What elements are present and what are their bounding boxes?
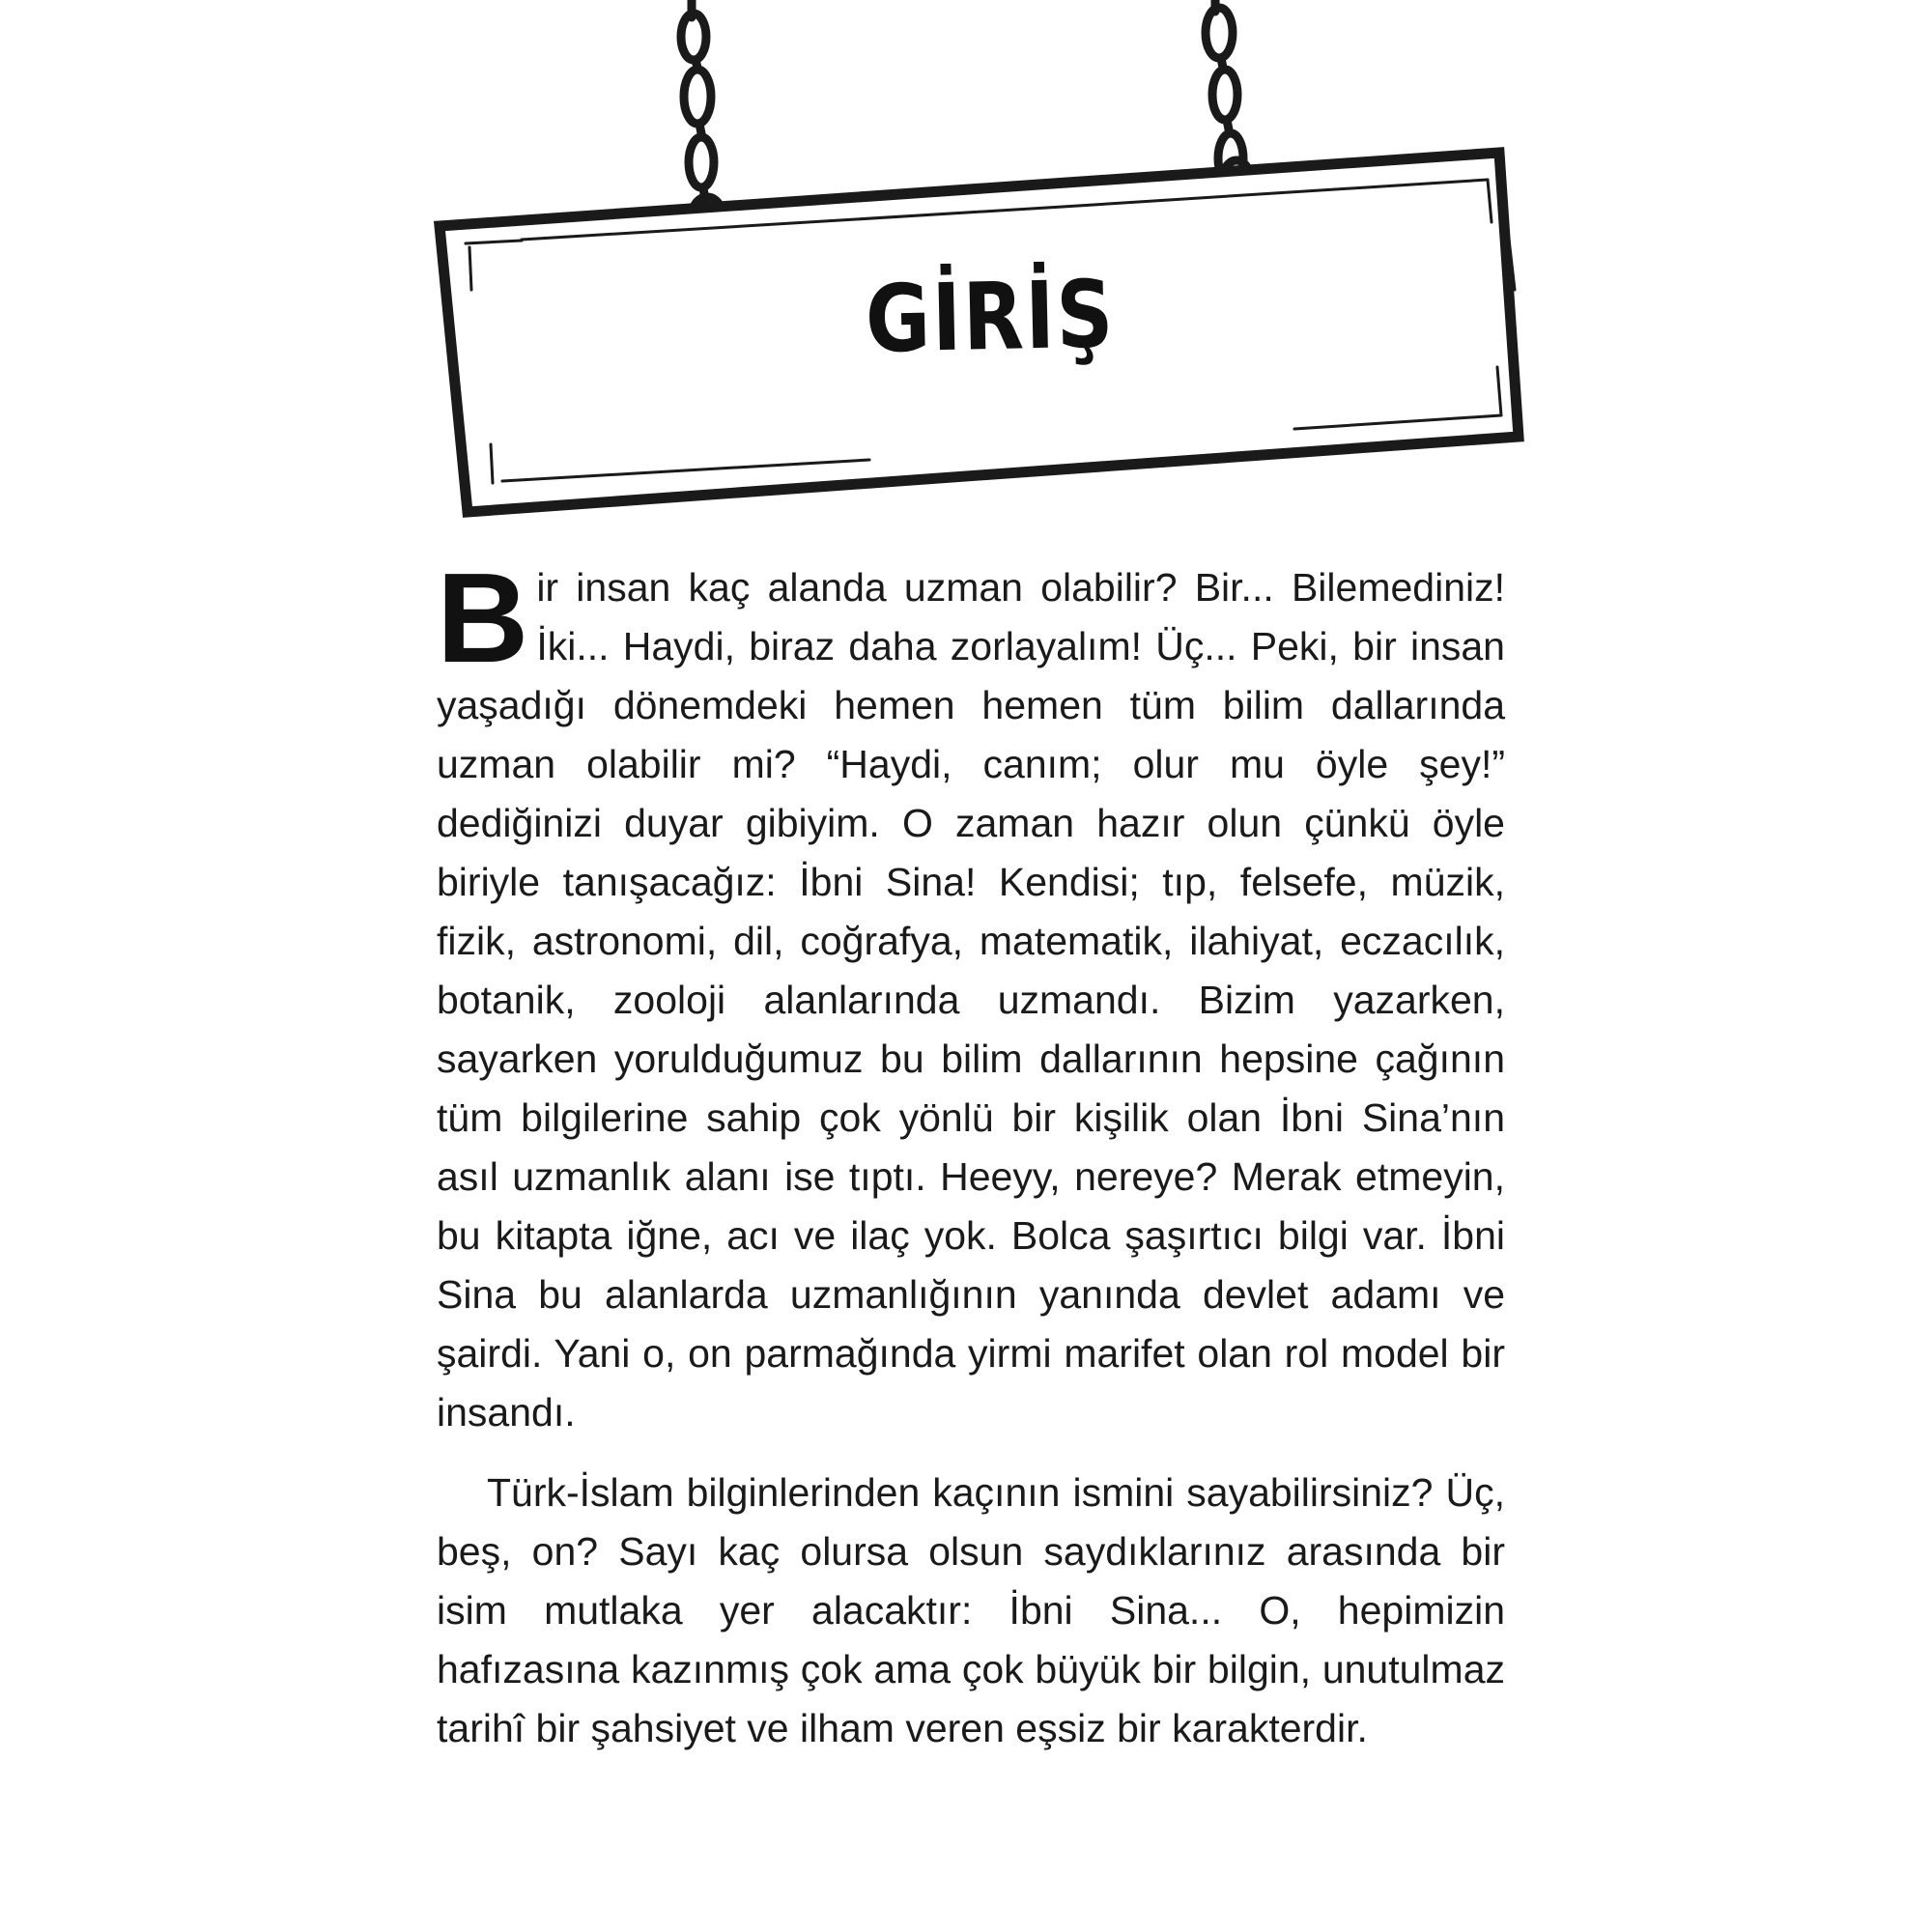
- paragraph-1: [437, 547, 1505, 1442]
- drop-cap: B: [437, 547, 529, 689]
- paragraph-1-text: ir insan kaç alanda uzman olabilir? Bir... Bilemediniz! İki... Haydi, biraz daha zorlayalım! Üç... Peki, bir insan yaşadığı dönemdeki hemen hemen tüm bilim dallarında uzman olabilir mi? “Haydi, canım; olur mu öyle şey!” dediğinizi duyar gibiyim. O zaman hazır olun çünkü öyle biriyle tanışacağız: İbni Sina! Kendisi; tıp, felsefe, müzik, fizik, astronomi, dil, coğrafya, matematik, ilahiyat, eczacılık, botanik, zooloji alanlarında uzmandı. Bizim yazarken, sayarken yorulduğumuz bu bilim dallarının hepsine çağının tüm bilgilerine sahip çok yönlü bir kişilik olan İbni Sina’nın asıl uzmanlık alanı ise tıptı. Heeyy, nereye? Merak etmeyin, bu kitapta iğne, acı ve ilaç yok. Bolca şaşırtıcı bilgi var. İbni Sina bu alanlarda uzmanlığının yanında devlet adamı ve şairdi. Yani o, on parmağında yirmi marifet olan rol model bir insandı.: [437, 565, 1505, 1435]
- chain-icon: [681, 0, 723, 236]
- paragraph-2: Türk-İslam bilginlerinden kaçının ismini sayabilirsiniz? Üç, beş, on? Sayı kaç olursa olsun saydıklarınız arasında bir isim mutlaka yer alacaktır: İbni Sina... O, hepimizin hafızasına kazınmış çok ama çok büyük bir bilgin, unutulmaz tarihî bir şahsiyet ve ilham veren eşsiz bir karakterdir.: [437, 1470, 1505, 1750]
- article-body: [437, 547, 1505, 1758]
- page-title: GİRİŞ: [864, 260, 1117, 374]
